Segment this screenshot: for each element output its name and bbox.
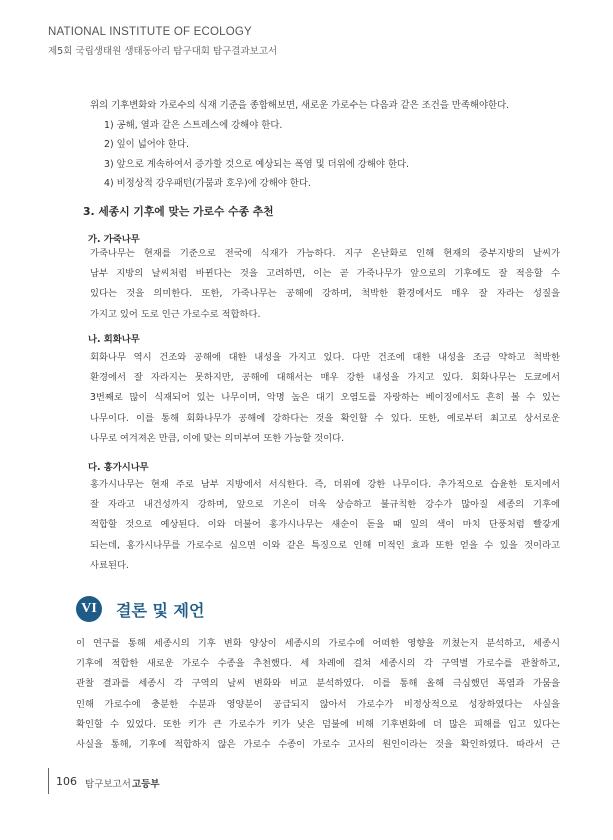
subsection-heading-ailanthus: 가. 가죽나무 [88,234,140,245]
text-line: 가지고 있어 도로 인근 가로수로 적합하다. [90,308,261,320]
intro-block [90,96,560,194]
header-report-title: 제5회 국립생태원 생태동아리 탐구대회 탐구결과보고서 [48,46,278,57]
footer-division: 고등부 [132,779,160,790]
condition-item: 1) 공해, 열과 같은 스트레스에 강해야 한다. [104,119,283,131]
text-line: 이 연구를 통해 세종시의 기후 변화 양상이 세종시의 가로수에 어떠한 영향을 끼쳤는지 분석하고, 세종시 [76,638,560,649]
section-3-heading: 3. 세종시 기후에 맞는 가로수 수종 추천 [83,205,274,218]
text-line: 나무로 여겨져온 만큼, 이에 맞는 의미부여 또한 가능할 것이다. [90,432,345,444]
text-line: 관찰 결과를 세종시 각 구역의 날씨 변화와 비교 분석하였다. 이를 통해 올해 극심했던 폭염과 가뭄을 [76,678,560,690]
text-line: 되는데, 홍가시나무를 가로수로 심으면 이와 같은 특징으로 인해 미적인 효과 또한 얻을 수 있을 것이라고 [90,539,560,551]
chapter-body [76,634,560,755]
text-line: 남부 지방의 날씨처럼 바뀐다는 것을 고려하면, 이는 곧 가죽나무가 앞으로의 기후에도 잘 적응할 수 [90,268,560,280]
text-line: 기후에 적합한 새로운 가로수 수종을 추천했다. 세 차례에 걸쳐 세종시의 각 구역별 가로수를 관찰하고, [76,658,560,670]
text-line: 회화나무 역시 건조와 공해에 대한 내성을 가지고 있다. 다만 건조에 대한 내성을 조금 약하고 척박한 [90,352,560,363]
text-line: 사료된다. [90,559,129,571]
page-number: 106 [56,775,77,788]
footer-label: 탐구보고서 [85,779,131,790]
text-line: 적합할 것으로 예상된다. 이와 더불어 홍가시나무는 새순이 돋을 때 잎의 색이 마치 단풍처럼 빨갛게 [90,519,560,531]
condition-item: 4) 비정상적 강우패턴(가뭄과 호우)에 강해야 한다. [104,178,311,189]
condition-item: 2) 잎이 넓어야 한다. [104,139,189,150]
paragraph-pagoda-tree [90,348,560,449]
subsection-heading-photinia: 다. 홍가시나무 [88,462,149,473]
text-line: 잘 자라고 내건성까지 강하며, 앞으로 기온이 더욱 상승하고 불규칙한 강수가 많아질 세종의 기후에 [90,499,560,511]
text-line: 나무이다. 이를 통해 회화나무가 공해에 강하다는 것을 확인할 수 있다. 또한, 예로부터 최고로 상서로운 [90,412,560,424]
chapter-title: 결론 및 제언 [116,601,205,620]
condition-item: 3) 앞으로 계속하여서 증가할 것으로 예상되는 폭염 및 더위에 강해야 한다. [104,158,410,170]
text-line: 홍가시나무는 현재 주로 남부 지방에서 서식한다. 즉, 더위에 강한 나무이다. 추가적으로 습윤한 토지에서 [90,479,560,490]
paragraph-ailanthus [90,244,560,325]
chapter-number-badge: VI [76,596,102,622]
intro-lead: 위의 기후변화와 가로수의 식재 기준을 종합해보면, 새로운 가로수는 다음과 같은 조건을 만족해야한다. [90,100,510,111]
text-line: 가죽나무는 현재를 기준으로 전국에 식재가 가능하다. 지구 온난화로 인해 현재의 중부지방의 날씨가 [90,248,560,259]
paragraph-photinia [90,475,560,576]
header-org: NATIONAL INSTITUTE OF ECOLOGY [48,26,252,38]
text-line: 인해 가로수에 충분한 수분과 영양분이 공급되지 않아서 가로수가 비정상적으로 성장하였다는 사실을 [76,698,560,710]
text-line: 3번째로 많이 식재되어 있는 나무이며, 악명 높은 대기 오염도를 자랑하는 베이징에서도 흔히 볼 수 있는 [90,392,560,404]
footer-divider [48,768,49,794]
text-line: 환경에서 잘 자라지는 못하지만, 공해에 대해서는 매우 강한 내성을 가지고 있다. 회화나무는 도쿄에서 [90,372,560,384]
subsection-heading-pagoda-tree: 나. 회화나무 [88,334,140,345]
text-line: 사실을 통해, 기후에 적합하지 않은 가로수 수종이 가로수 고사의 원인이라는 것을 확인하였다. 따라서 근 [76,739,560,751]
text-line: 확인할 수 있었다. 또한 키가 큰 가로수가 키가 낮은 덤불에 비해 기후변화에 더 많은 피해를 입고 있다는 [76,718,560,730]
text-line: 있다는 것을 의미한다. 또한, 가죽나무는 공해에 강하며, 척박한 환경에서도 매우 잘 자라는 성질을 [90,288,560,300]
